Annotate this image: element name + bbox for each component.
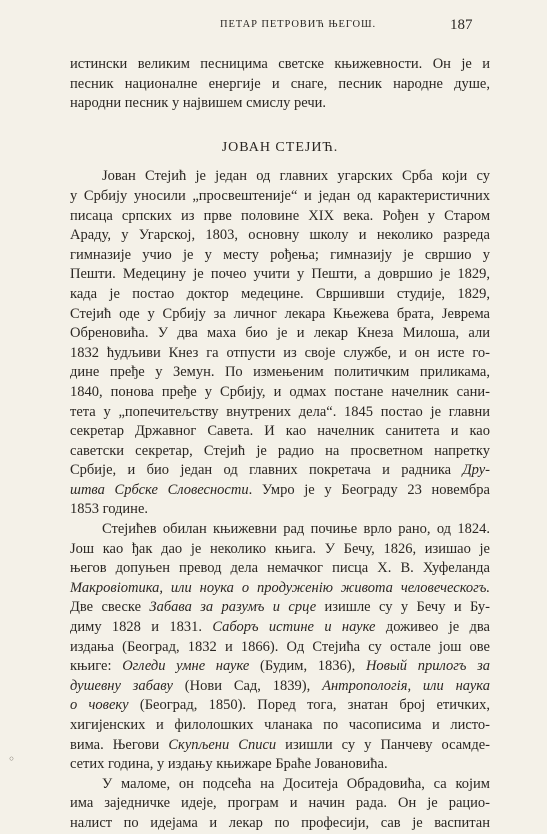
margin-mark: ◦ <box>8 752 16 766</box>
text-line: секретар Државног Савета. И као начелник санитета и као <box>70 423 490 440</box>
italic-title: Антропологія, или наука <box>322 677 490 694</box>
italic-title: Огледи умне науке <box>122 658 250 675</box>
text-segment: (Будим, 1836), <box>249 658 366 675</box>
text-line: У маломе, он подсећа на Доситеја Обрадовића, са којим <box>102 775 490 792</box>
paragraph-biography <box>70 167 490 520</box>
text-line <box>70 461 490 481</box>
text-segment: доживео је два <box>375 619 490 636</box>
text-line <box>70 696 490 716</box>
italic-title-line: Макровіотика, или ноука о продуженію живота человеческогъ. <box>70 579 490 596</box>
text-line: 1832 ћудљиви Кнез га отпусти из своје службе, и он исте го- <box>70 344 490 361</box>
italic-title: о човеку <box>70 697 129 714</box>
italic-title: Скупљени Списи <box>168 736 277 753</box>
running-head <box>0 17 547 37</box>
italic-title: Дру- <box>462 462 490 479</box>
text-line: 1840, понова пређе у Србију, и одмах постане начелник сани- <box>70 383 490 400</box>
page-number: 187 <box>450 17 473 33</box>
text-line <box>70 481 490 501</box>
text-line <box>70 736 490 756</box>
text-line: тета у „попечитељству внутрених дела“. 1845 постао је главни <box>70 403 490 420</box>
section-title: ЈОВАН СТЕЈИЋ. <box>221 139 339 155</box>
text-segment: изишле су у Бечу и Бу- <box>316 599 491 616</box>
italic-title: Саборъ истине и науке <box>212 619 376 636</box>
text-line: 1853 године. <box>70 501 149 518</box>
paragraph-works <box>70 520 490 775</box>
text-segment: . Умро је у Београду 23 новембра <box>248 481 490 498</box>
text-segment: вима. Његови <box>70 736 169 753</box>
text-line: сетих година, у издању књижаре Браће Јовановића. <box>70 756 388 773</box>
text-line: налист по идејама и лекар по професији, сав је васпитан <box>70 814 490 831</box>
text-line: Јован Стејић је један од главних угарских Срба који су <box>102 168 490 185</box>
text-line: Стејић оде у Србију за личног лекара Књежева брата, Јеврема <box>70 305 490 322</box>
text-line <box>70 618 490 638</box>
text-line <box>70 657 490 677</box>
text-line: његов допуњен превод дела немачког писца Х. В. Хуфеланда <box>70 560 490 577</box>
text-line: Пешти. Медецину је почео учити у Пешти, а довршио је 1829, <box>70 266 490 283</box>
text-segment: Србије, и био један од главних покретача и радника <box>70 462 463 479</box>
text-line: у Србију уносили „просвештеније“ и један од карактеристичних <box>70 187 490 204</box>
text-segment: (Нови Сад, 1839), <box>172 677 323 694</box>
italic-title: душевну забаву <box>70 677 173 694</box>
text-segment: књиге: <box>70 658 123 675</box>
text-line: издања (Београд, 1832 и 1866). Од Стејића су остале још ове <box>70 638 490 655</box>
body-text <box>70 55 490 834</box>
text-line: има заједничке идеје, програм и начин рада. Он је рацио- <box>70 795 490 812</box>
text-line: Обреновића. У два маха био је и лекар Кнеза Милоша, али <box>70 325 490 342</box>
text-segment: диму 1828 и 1831. <box>70 619 213 636</box>
text-line: песник националне енергије и снаге, песник народне душе, <box>70 75 490 92</box>
text-segment: (Београд, 1850). Поред тога, знатан број етичких, <box>128 697 490 714</box>
text-line: хигијенских и филолошких чланака по часописима и листо- <box>70 717 490 733</box>
text-segment: изишли су у Панчеву осамде- <box>276 736 490 753</box>
text-line: гимназије учио је у месту рођења; гимназију је свршио у <box>70 246 490 263</box>
text-line: народни песник у највишем смислу речи. <box>70 95 327 112</box>
text-line: писаца српских из прве половине XIX века. Рођен у Старом <box>70 207 490 224</box>
italic-title: Новый прилогъ за <box>365 658 490 675</box>
text-line: Још као ђак дао је неколико књига. У Бечу, 1826, изишао је <box>70 540 490 557</box>
text-line: истински великим песницима светске књижевности. Он је и <box>70 56 490 72</box>
text-segment: Две свеске <box>70 599 150 616</box>
intro-paragraph <box>70 55 490 114</box>
text-line: Стејићев обилан књижевни рад почиње врло рано, од 1824. <box>102 521 490 538</box>
text-line <box>70 598 490 618</box>
text-line: саветски секретар, Стејић је радио на просветном напретку <box>70 442 490 459</box>
italic-title: штва Србске Словесности <box>70 481 249 498</box>
text-line: када је постао доктор медецине. Свршивши студије, 1829, <box>70 285 490 302</box>
text-line: дине пређе у Земун. По измењеним политичким приликама, <box>70 364 490 381</box>
text-line: Араду, у Угарској, 1803, основну школу и неколико разреда <box>70 227 490 244</box>
italic-title: Забава за разумъ и срце <box>149 599 317 616</box>
paragraph-comparison <box>70 775 490 834</box>
running-title: ПЕТАР ПЕТРОВИЋ ЊЕГОШ. <box>220 19 376 30</box>
text-line <box>70 677 490 697</box>
